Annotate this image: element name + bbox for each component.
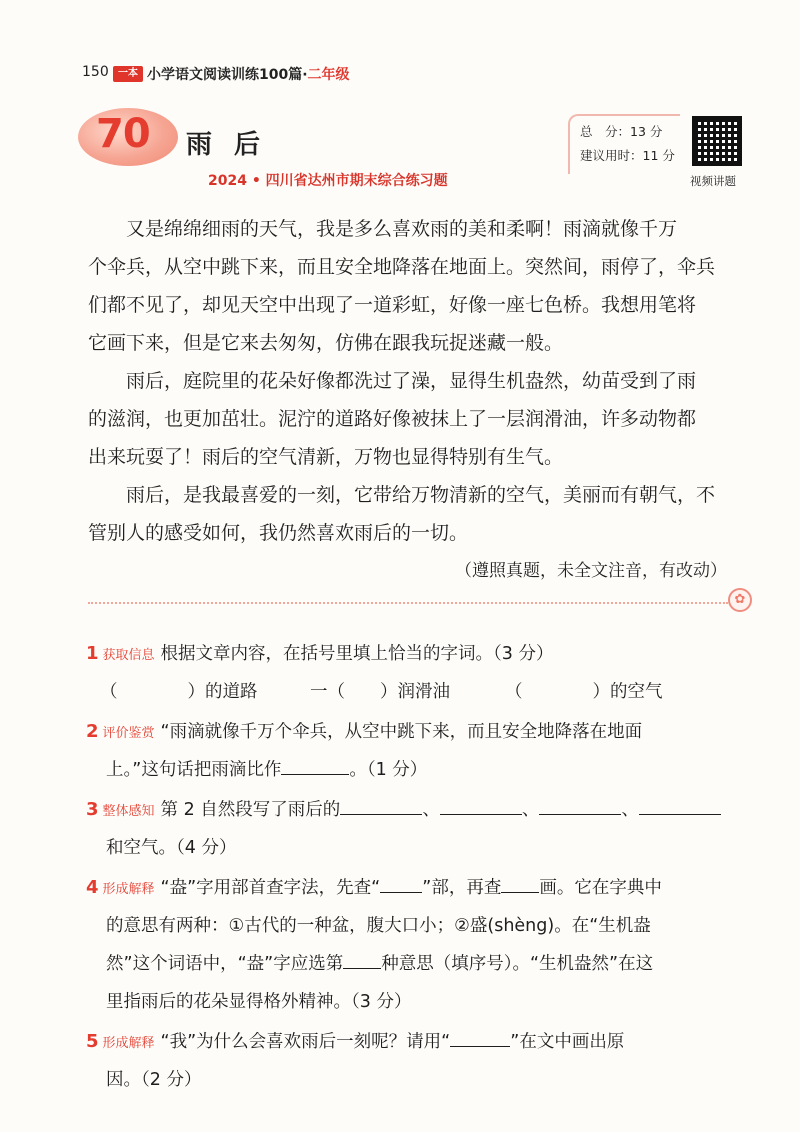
article-line: 的滋润，也更加茁壮。泥泞的道路好像被抹上了一层润滑油，许多动物都 [88,408,697,430]
answer-blank[interactable] [501,875,539,893]
article-line: 又是绵绵细雨的天气，我是多么喜欢雨的美和柔啊！雨滴就像千万 [126,218,678,240]
q1-fill-2[interactable]: 一（ ）润滑油 [310,682,450,702]
question-5 [86,1028,624,1053]
question-tag: 整体感知 [102,804,155,819]
question-3-line-2: 和空气。（4 分） [106,838,237,858]
question-text: “盎”字用部首查字法，先查“ [160,878,381,898]
question-4-line-3 [106,950,653,975]
article-line: 们都不见了，却见天空中出现了一道彩虹，好像一座七色桥。我想用笔将 [88,294,697,316]
question-tag: 形成解释 [102,1036,155,1051]
question-tag: 形成解释 [102,882,155,897]
question-text: “雨滴就像千万个伞兵，从空中跳下来，而且安全地降落在地面 [160,722,643,742]
page-number: 150 [82,64,109,80]
question-tag: 评价鉴赏 [102,726,155,741]
book-title-text: 小学语文阅读训练100篇· [147,67,308,83]
question-text: 第 2 自然段写了雨后的 [160,800,341,820]
question-number: 3 [86,799,99,820]
separator: 、 [621,800,639,820]
publisher-logo: 一本 [113,66,143,82]
section-divider [88,602,728,604]
suggested-time: 建议用时：11 分 [580,148,675,163]
question-2-line-2 [106,756,427,781]
question-text: 根据文章内容，在括号里填上恰当的字词。（3 分） [160,644,554,664]
book-title [147,64,350,84]
separator: 、 [422,800,440,820]
question-tag: 获取信息 [102,648,155,663]
article-line: 个伞兵，从空中跳下来，而且安全地降落在地面上。突然间，雨停了，伞兵 [88,256,716,278]
separator: 、 [521,800,540,820]
lesson-title: 雨后 [186,130,283,160]
lesson-number: 70 [96,111,150,157]
answer-blank[interactable] [281,757,349,775]
question-4-line-2: 的意思有两种：①古代的一种盆，腹大口小；②盛(shèng)。在“生机盎 [106,916,651,936]
question-text: ”部，再查 [422,878,502,898]
question-number: 2 [86,721,99,742]
grade-label: 二年级 [307,67,350,83]
question-2 [86,718,642,743]
question-number: 4 [86,877,99,898]
question-5-line-2: 因。（2 分） [106,1070,202,1090]
answer-blank[interactable] [450,1029,510,1047]
question-text: ”在文中画出原 [510,1032,625,1052]
article-line: 管别人的感受如何，我仍然喜欢雨后的一切。 [88,522,469,544]
video-caption: 视频讲题 [690,174,736,188]
question-text: 种意思（填序号）。“生机盎然”在这 [381,954,654,974]
answer-blank[interactable] [340,797,422,815]
info-box [568,114,680,174]
question-text: 然”这个词语中，“盎”字应选第 [106,954,344,974]
question-text: 画。它在字典中 [539,878,662,898]
question-text: 上。”这句话把雨滴比作 [106,760,282,780]
question-4-line-4: 里指雨后的花朵显得格外精神。（3 分） [106,992,412,1012]
question-number: 5 [86,1031,99,1052]
question-text: 。（1 分） [349,760,428,780]
question-1 [86,640,554,665]
answer-blank[interactable] [380,875,422,893]
answer-blank[interactable] [539,797,621,815]
article-note: （遵照真题，未全文注音，有改动） [455,561,727,581]
answer-blank[interactable] [639,797,721,815]
question-3 [86,796,721,821]
question-4 [86,874,662,899]
total-score: 总 分：13 分 [580,124,663,139]
leaf-icon: ✿ [728,588,752,612]
article-line: 雨后，庭院里的花朵好像都洗过了澡，显得生机盎然，幼苗受到了雨 [126,370,697,392]
article-line: 出来玩耍了！雨后的空气清新，万物也显得特别有生气。 [88,446,564,468]
article-line: 它画下来，但是它来去匆匆，仿佛在跟我玩捉迷藏一般。 [88,332,564,354]
answer-blank[interactable] [343,951,381,969]
question-number: 1 [86,643,99,664]
article-line: 雨后，是我最喜爱的一刻，它带给万物清新的空气，美丽而有朝气，不 [126,484,716,506]
q1-fill-1[interactable]: （ ）的道路 [100,682,258,702]
question-text: “我”为什么会喜欢雨后一刻呢？请用“ [160,1032,451,1052]
qr-code-icon[interactable] [692,116,742,166]
q1-fill-3[interactable]: （ ）的空气 [505,682,663,702]
lesson-source: 2024 • 四川省达州市期末综合练习题 [208,173,448,189]
answer-blank[interactable] [440,797,522,815]
